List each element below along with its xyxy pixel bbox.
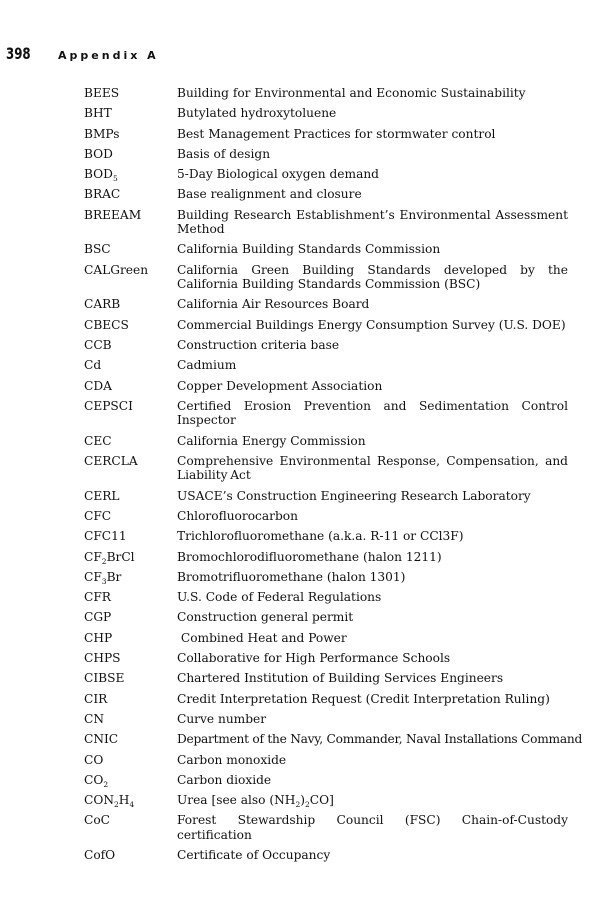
list-item [84,86,568,100]
definition: Curve number [177,711,267,726]
list-item [84,167,568,184]
abbr-main: CO [84,772,104,787]
definition: Bromochlorodifluoromethane (halon 1211) [177,549,442,564]
list-item [84,399,568,428]
abbr-part: CF [84,569,102,584]
list-item [84,106,568,120]
list-item [84,208,568,237]
definition: Credit Interpretation Request (Credit Interpretation Ruling) [177,691,550,706]
abbreviation: CHP [84,630,113,645]
abbr-part: BrCl [106,549,135,564]
abbreviation: CARB [84,297,121,312]
definition: Department of the Navy, Commander, Naval Installations Command [177,732,582,747]
abbreviation: CIR [84,691,108,706]
abbreviation: CIBSE [84,671,125,686]
definition: Building Research Establishment’s Environmental Assessment Method [177,207,568,237]
section-title: Appendix A [58,49,159,62]
definition: California Air Resources Board [177,297,370,312]
page-number: 398 [6,44,31,63]
list-item [84,127,568,141]
abbreviation: CN [84,711,104,726]
list-item [84,732,582,747]
abbreviation [84,570,177,584]
definition: USACE’s Construction Engineering Research Laboratory [177,488,531,503]
abbreviation: CGP [84,610,112,625]
abbreviation: CFC11 [84,529,127,544]
list-item [84,773,568,787]
abbr-subscript: 4 [129,800,135,810]
abbreviation [84,773,177,787]
abbr-subscript: 2 [101,556,107,566]
abbreviation: BHT [84,106,112,121]
list-item [84,318,568,332]
abbreviation [84,550,177,564]
definition: Forest Stewardship Council (FSC) Chain-of-Custody certification [177,813,568,842]
list-item [84,550,568,564]
definition: Building for Environmental and Economic Sustainability [177,86,526,100]
abbreviation: CO [84,752,104,767]
list-item [84,147,568,161]
list-item [84,651,568,665]
abbr-subscript: 5 [112,174,118,184]
definition: Collaborative for High Performance Schools [177,651,451,666]
list-item [84,434,568,448]
list-item [84,529,568,543]
list-item [84,848,568,862]
page-header [6,44,159,63]
list-item [84,263,568,292]
def-subscript: 2 [295,800,301,810]
abbr-subscript: 3 [101,576,107,586]
abbreviation: CERCLA [84,453,138,468]
definition: Copper Development Association [177,378,383,393]
definition: Carbon monoxide [177,752,287,767]
definition: Chartered Institution of Building Services Engineers [177,671,504,686]
list-item [84,671,568,685]
abbreviation-list [84,86,582,868]
abbreviation: Cd [84,358,102,373]
abbreviation: BEES [84,86,120,100]
definition: 5-Day Biological oxygen demand [177,167,379,182]
abbreviation [84,793,177,810]
list-item [84,379,568,393]
definition: Best Management Practices for stormwater control [177,126,496,141]
abbreviation: CoC [84,813,110,828]
abbreviation: BMPs [84,126,120,141]
definition: Basis of design [177,146,271,161]
abbreviation: CHPS [84,651,121,666]
list-item [84,338,568,352]
definition: Commercial Buildings Energy Consumption Survey (U.S. DOE) [177,317,566,332]
definition: Comprehensive Environmental Response, Compensation, and Liability Act [177,453,568,483]
definition: Construction general permit [177,610,354,625]
list-item [84,358,568,372]
abbreviation: CALGreen [84,262,149,277]
abbreviation: CNIC [84,732,119,747]
abbreviation: CEC [84,433,112,448]
abbreviation: CFC [84,508,112,523]
list-item [84,489,568,503]
list-item [84,242,568,256]
definition: Chlorofluorocarbon [177,508,298,523]
def-part: Urea [see also (NH [177,793,296,808]
list-item [84,454,568,483]
abbreviation: CDA [84,378,112,393]
def-part: CO] [309,793,334,808]
abbreviation: CBECS [84,317,129,332]
abbreviation: CEPSCI [84,398,133,413]
abbr-part: CF [84,549,102,564]
abbreviation: BRAC [84,187,121,202]
abbr-part: CON [84,793,114,808]
abbr-subscript: 2 [103,779,109,789]
def-part: ) [300,793,305,808]
definition: Butylated hydroxytoluene [177,106,337,121]
list-item [84,793,568,810]
definition: Carbon dioxide [177,772,272,787]
definition: Certified Erosion Prevention and Sedimentation Control Inspector [177,398,568,428]
abbreviation: BREEAM [84,207,142,222]
definition: Bromotrifluoromethane (halon 1301) [177,569,406,584]
definition: Construction criteria base [177,338,340,353]
definition: Combined Heat and Power [177,630,347,645]
list-item [84,509,568,523]
definition [177,793,568,810]
abbr-part: Br [106,569,122,584]
definition: California Building Standards Commission [177,242,441,257]
list-item [84,610,568,624]
abbreviation: CERL [84,488,120,503]
def-subscript: 2 [304,800,310,810]
list-item [84,297,568,311]
list-item [84,712,568,726]
abbreviation: BOD [84,146,113,161]
definition: California Green Building Standards developed by the California Building Standards Commission (BSC) [177,262,568,292]
list-item [84,570,568,584]
definition: Certificate of Occupancy [177,848,331,863]
definition: U.S. Code of Federal Regulations [177,590,382,605]
definition: California Energy Commission [177,433,366,448]
list-item [84,813,568,842]
abbr-main: BOD [84,167,113,182]
abbreviation: CofO [84,848,116,863]
definition: Cadmium [177,358,237,373]
list-item [84,187,568,201]
list-item [84,590,568,604]
abbr-subscript: 2 [113,800,119,810]
list-item [84,753,568,767]
definition: Trichlorofluoromethane (a.k.a. R-11 or CCl3F) [177,529,464,544]
definition: Base realignment and closure [177,187,362,202]
abbreviation: BSC [84,242,111,257]
list-item [84,631,568,645]
abbreviation: CFR [84,590,111,605]
abbr-part: H [118,793,130,808]
abbreviation [84,167,177,184]
list-item [84,692,568,706]
abbreviation: CCB [84,338,112,353]
